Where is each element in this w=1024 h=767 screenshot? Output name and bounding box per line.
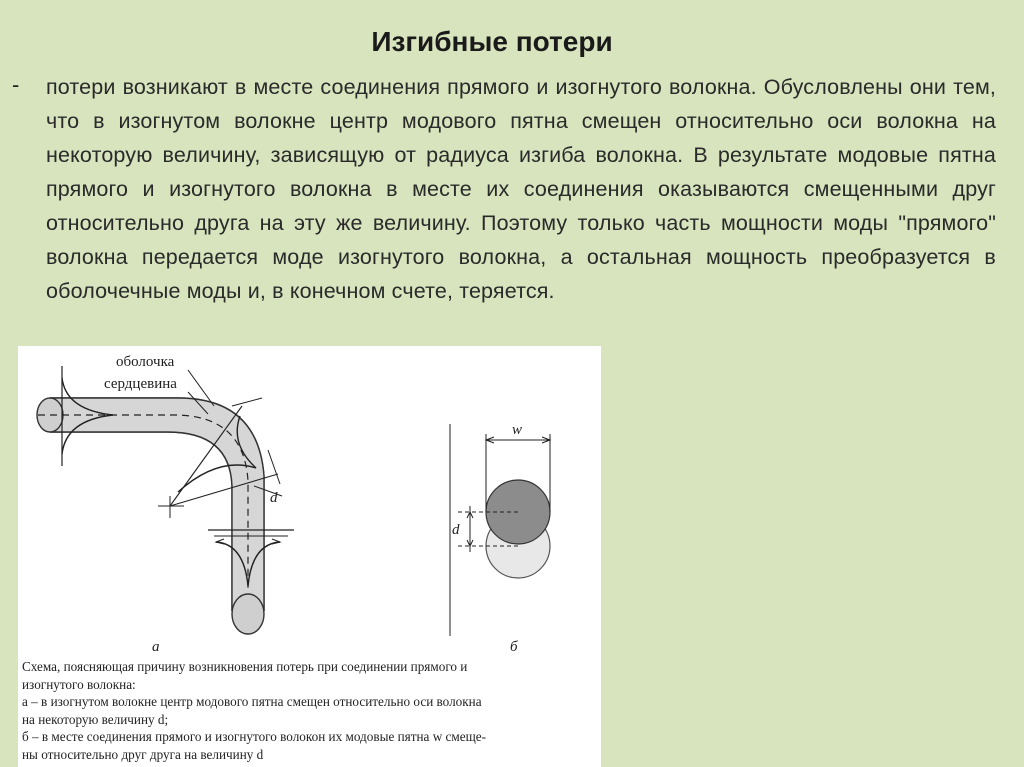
panel-a-label: а [152, 639, 160, 655]
label-w: w [512, 422, 523, 438]
caption-line: Схема, поясняющая причину возникновения потерь при соединении прямого и [22, 659, 468, 674]
label-d-bend: d [270, 490, 278, 506]
caption-line: изогнутого волокна: [22, 676, 136, 692]
label-core: сердцевина [104, 376, 177, 392]
body-paragraph: потери возникают в месте соединения прямого и изогнутого волокна. Обусловлены они тем, что в изогнутом волокне центр модового пятна смещен относительно оси волокна на некоторую величину, зависящую от радиуса изгиба волокна. В результате модовые пятна прямого и изогнутого волокна в месте их соединения оказываются смещенными друг относительно друга на эту же величину. Поэтому только часть мощности моды "прямого" волокна передается моде изогнутого волокна, а остальная мощность преобразуется в оболочечные моды и, в конечном счете, теряется. [46, 75, 996, 303]
figure-caption [22, 658, 598, 763]
caption-line: ны относительно друг друга на величину d [22, 746, 264, 762]
bullet-marker: - [12, 72, 20, 97]
panel-b-label: б [510, 639, 518, 655]
caption-line: на некоторую величину d; [22, 711, 169, 727]
fiber-bottom-end [232, 594, 264, 634]
caption-line: а – в изогнутом волокне центр модового пятна смещен относительно оси волокна [22, 694, 482, 709]
caption-line: б – в месте соединения прямого и изогнутого волокон их модовые пятна w смеще- [22, 729, 486, 744]
fiber-bend-figure [18, 346, 601, 767]
label-cladding: оболочка [116, 354, 175, 370]
fiber-diagram [18, 346, 601, 656]
fiber-inner-edge [50, 432, 232, 611]
slide-title: Изгибные потери [371, 26, 613, 57]
label-d-offset: d [452, 522, 460, 538]
